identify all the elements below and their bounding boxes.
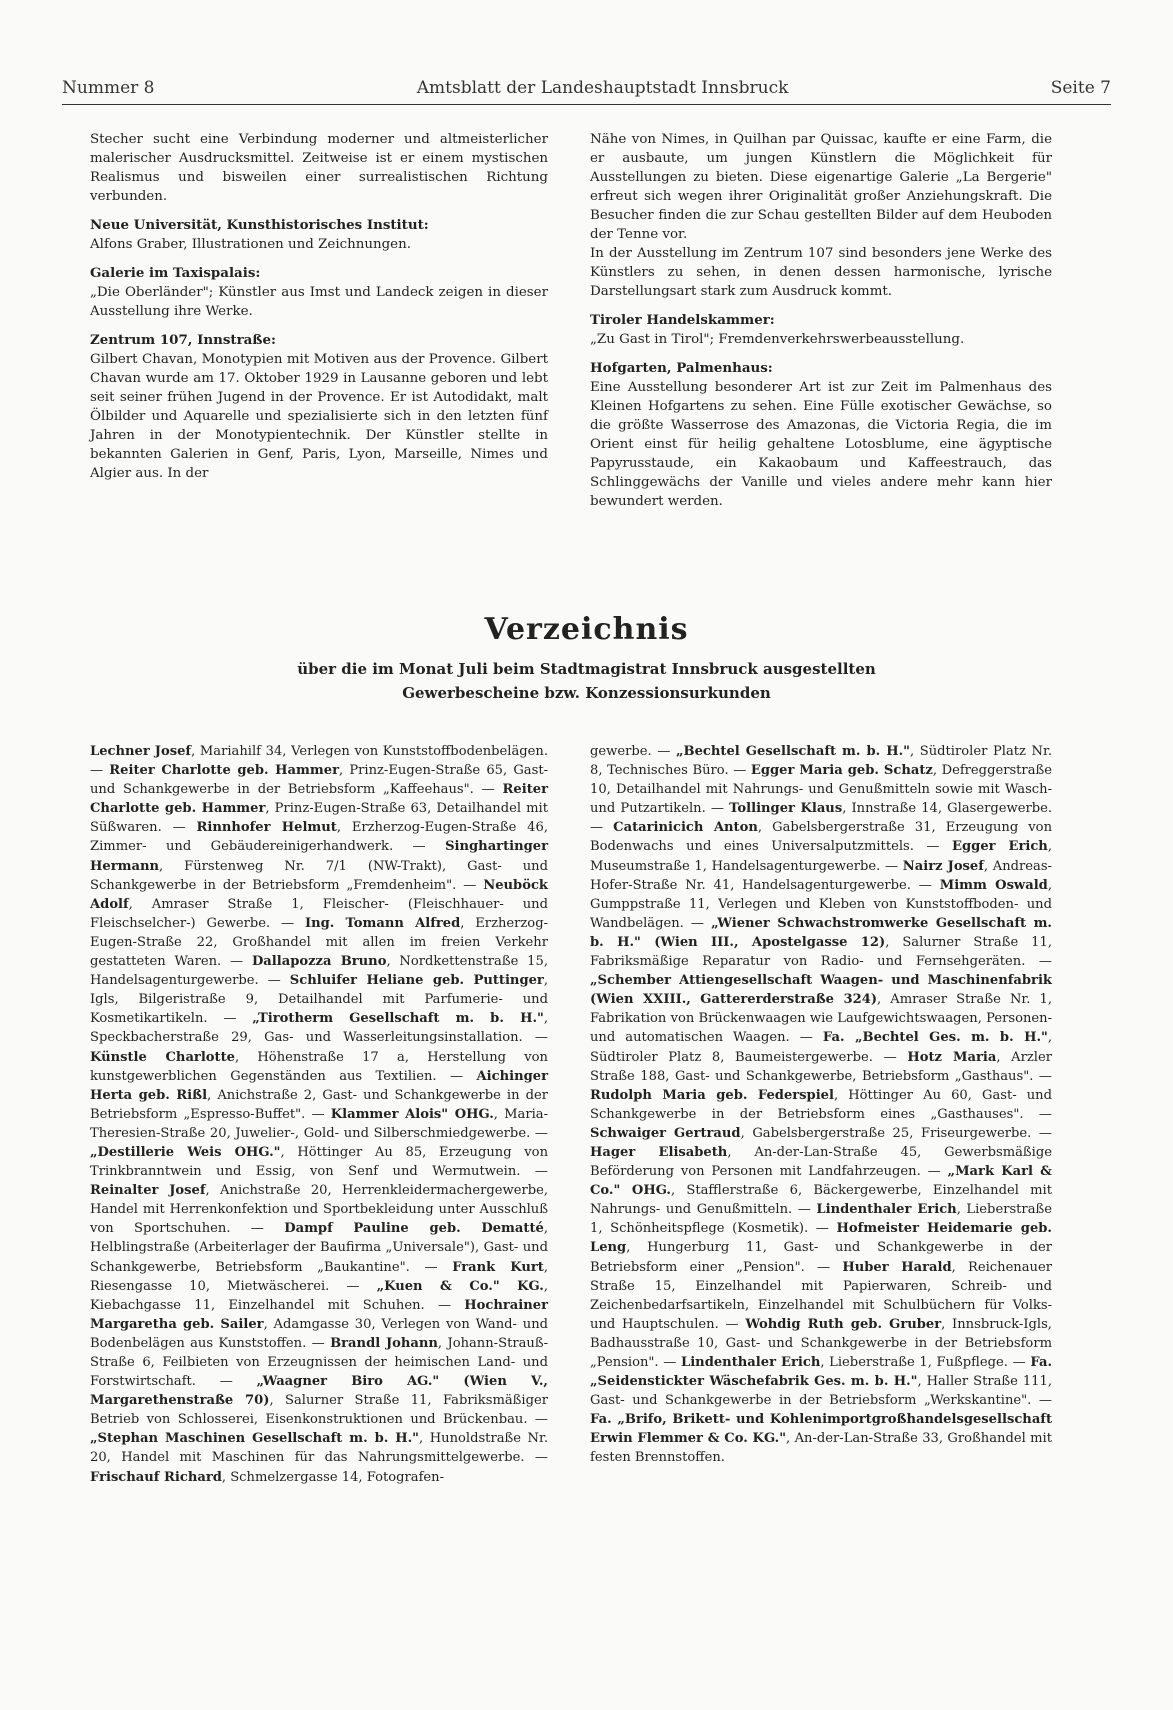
section-title: Neue Universität, Kunsthistorisches Institut: bbox=[90, 217, 429, 233]
license-details: , Adamgasse 30, Verlegen von Wand- und Bodenbelägen aus Kunststoffen. — bbox=[90, 1316, 549, 1351]
license-details: , Höttinger Au 85, Erzeugung von Trinkbranntwein und Essig, von Senf und Wermutwein. — bbox=[90, 1144, 548, 1180]
license-details: , Amraser Straße 1, Fleischer- (Fleischhauer- und Fleischselcher-) Gewerbe. — bbox=[90, 896, 548, 931]
license-details: , Lieberstraße 1, Schönheitspflege (Kosmetik). — bbox=[590, 1202, 1052, 1237]
license-details: , Gabelsbergerstraße 31, Erzeugung von Bodenwachs und eines Universalputzmittels. — bbox=[590, 820, 1052, 855]
upper-left-column bbox=[90, 130, 548, 483]
license-details: , Erzherzog-Eugen-Straße 46, Zimmer- und Gebäudereinigerhandwerk. — bbox=[90, 820, 549, 855]
license-holder: „Bechtel Gesellschaft m. b. H." bbox=[676, 744, 910, 759]
license-holder: „Kuen & Co." KG. bbox=[376, 1278, 544, 1294]
section-body: Gilbert Chavan, Monotypien mit Motiven aus der Provence. Gilbert Chavan wurde am 17. Oktober 1929 in Lausanne geboren und lebt seit seiner frühen Jugend in der Provence. Er ist Autodidakt, malt Ölbilder und Aquarelle und spezialisierte sich in den letzten fünf Jahren in der Monotypientechnik. Der Künstler stellte in bekannten Galerien in Genf, Paris, Lyon, Marseille, Nimes und Algier aus. In der bbox=[90, 352, 548, 481]
list-subtitle-line-1: über die im Monat Juli beim Stadtmagistrat Innsbruck ausgestellten bbox=[297, 660, 876, 678]
page-number: Seite 7 bbox=[1050, 78, 1111, 98]
license-holder: Klammer Alois" OHG. bbox=[330, 1106, 494, 1122]
license-holder: Catarinicich Anton bbox=[613, 820, 758, 836]
license-holder: „Schember Attiengesellschaft Waagen- und Maschinenfabrik (Wien XXIII., Gattererderstraße 324) bbox=[590, 973, 1052, 1008]
publication-title: Amtsblatt der Landeshauptstadt Innsbruck bbox=[416, 78, 789, 98]
license-details: , Johann-Strauß-Straße 6, Feilbieten von Erzeugnissen der heimischen Land- und Forstwirtschaft. — bbox=[90, 1335, 549, 1390]
license-details: , An-der-Lan-Straße 45, Gewerbsmäßige Beförderung von Personen mit Landfahrzeugen. — bbox=[590, 1144, 1052, 1180]
page-header bbox=[62, 78, 1111, 102]
license-details: , Helblingstraße (Arbeiterlager der Baufirma „Universale"), Gast- und Schankgewerbe, Betriebsform „Baukantine". — bbox=[90, 1221, 548, 1275]
section-handelskammer bbox=[590, 311, 1052, 349]
license-details: , Höhenstraße 17 a, Herstellung von kunstgewerblichen Gegenständen aus Textilien. — bbox=[90, 1049, 548, 1084]
section-body: Eine Ausstellung besonderer Art ist zur Zeit im Palmenhaus des Kleinen Hofgartens zu sehen. Eine Fülle exotischer Gewächse, so die größte Wasserrose des Amazonas, die Victoria Regia, die im Orient einst für heilig gehaltene Lotosblume, eine ägyptische Papyrusstaude, ein Kakaobaum und Kaffeestrauch, das Schlinggewächs der Vanille und vieles andere mehr kann hier bewundert werden. bbox=[590, 380, 1052, 509]
license-holder: Fa. „Seidenstickter Wäschefabrik Ges. m. b. H." bbox=[590, 1355, 1052, 1390]
license-holder: „Waagner Biro AG." (Wien V., Margarethenstraße 70) bbox=[90, 1374, 548, 1409]
license-holder: Hochrainer Margaretha geb. Sailer bbox=[90, 1297, 548, 1332]
license-holder: Rinnhofer Helmut bbox=[196, 820, 337, 836]
section-taxispalais bbox=[90, 264, 548, 321]
license-details: , Igls, Bilgeristraße 9, Detailhandel mit Parfumerie- und Kosmetikartikeln. — bbox=[90, 973, 549, 1027]
license-details: , Museumstraße 1, Handelsagenturgewerbe. — bbox=[590, 839, 1052, 874]
license-list-left-paragraph bbox=[90, 742, 548, 1487]
license-holder: „Tirotherm Gesellschaft m. b. H." bbox=[252, 1011, 544, 1027]
license-holder: Mimm Oswald bbox=[939, 877, 1048, 893]
license-holder: „Destillerie Weis OHG." bbox=[90, 1144, 281, 1160]
license-list-left bbox=[90, 742, 548, 1487]
license-holder: Lindenthaler Erich bbox=[681, 1355, 821, 1370]
license-details: , Innstraße 14, Glasergewerbe. — bbox=[590, 801, 1052, 836]
section-title: Tiroler Handelskammer: bbox=[590, 312, 775, 328]
license-holder: Dallapozza Bruno bbox=[251, 954, 387, 970]
license-details: , Anichstraße 2, Gast- und Schankgewerbe in der Betriebsform „Espresso-Buffet". — bbox=[90, 1087, 548, 1122]
license-details: , Salurner Straße 11, Fabriksmäßiger Betrieb von Schlosserei, Eisenkonstruktionen und Brückenbau. — bbox=[90, 1393, 548, 1428]
license-details: , Prinz-Eugen-Straße 63, Detailhandel mit Süßwaren. — bbox=[90, 801, 548, 836]
license-details: , Südtiroler Platz 8, Baumeistergewerbe. — bbox=[590, 1030, 1052, 1065]
license-details: , Schmelzergasse 14, Fotografen- bbox=[221, 1469, 445, 1485]
section-hofgarten bbox=[590, 359, 1052, 511]
license-holder: Huber Harald bbox=[842, 1259, 952, 1275]
issue-number: Nummer 8 bbox=[62, 78, 155, 98]
list-title: Verzeichnis bbox=[484, 612, 689, 647]
license-holder: Schluifer Heliane geb. Puttinger bbox=[289, 973, 544, 989]
license-holder: Frischauf Richard bbox=[90, 1469, 222, 1485]
license-holder: Brandl Johann bbox=[330, 1335, 438, 1351]
license-details: , Fürstenweg Nr. 7/1 (NW-Trakt), Gast- und Schankgewerbe in der Betriebsform „Fremdenheim". — bbox=[90, 858, 548, 893]
license-details: , Prinz-Eugen-Straße 65, Gast- und Schankgewerbe in der Betriebsform „Kaffeehaus". — bbox=[90, 763, 548, 798]
license-holder: Hager Elisabeth bbox=[590, 1144, 728, 1160]
license-details: , Innsbruck-Igls, Badhausstraße 10, Gast- und Schankgewerbe in der Betriebsform „Pension". — bbox=[590, 1316, 1052, 1370]
intro-paragraph-2: In der Ausstellung im Zentrum 107 sind besonders jene Werke des Künstlers zu sehen, in denen dessen harmonische, lyrische Darstellungsart stark zum Ausdruck kommt. bbox=[590, 246, 1052, 299]
license-details: , Höttinger Au 60, Gast- und Schankgewerbe in der Betriebsform eines „Gasthauses". — bbox=[590, 1087, 1052, 1122]
license-holder: Rudolph Maria geb. Federspiel bbox=[590, 1087, 834, 1103]
license-holder: „Stephan Maschinen Gesellschaft m. b. H." bbox=[90, 1431, 420, 1447]
license-details: , Erzherzog-Eugen-Straße 22, Großhandel mit allen im freien Verkehr gestatteten Waren. — bbox=[90, 915, 548, 970]
license-holder: Wohdig Ruth geb. Gruber bbox=[745, 1316, 942, 1332]
license-details: , Südtiroler Platz Nr. 8, Technisches Büro. — bbox=[590, 744, 1052, 779]
intro-paragraph: Stecher sucht eine Verbindung moderner und altmeisterlicher malerischer Ausdrucksmittel. Zeitweise ist er einem mystischen Realismus und bisweilen einer surrealistischen Richtung verbunden. bbox=[90, 132, 548, 204]
license-holder: Reiter Charlotte geb. Hammer bbox=[90, 782, 548, 817]
license-details: , An-der-Lan-Straße 33, Großhandel mit festen Brennstoffen. bbox=[590, 1431, 1052, 1466]
license-holder: Hotz Maria bbox=[907, 1049, 997, 1065]
intro-paragraph: Nähe von Nimes, in Quilhan par Quissac, kaufte er eine Farm, die er ausbaute, um jungen Künstlern die Möglichkeit für Ausstellungen zu bieten. Diese eigenartige Galerie „La Bergerie" erfreut sich wegen ihrer Originalität großer Anziehungskraft. Die Besucher finden die zur Schau gestellten Bilder auf dem Heuboden der Tenne vor. bbox=[590, 132, 1052, 242]
license-holder: Reiter Charlotte geb. Hammer bbox=[109, 763, 339, 779]
license-holder: „Mark Karl & Co." OHG. bbox=[590, 1164, 1053, 1199]
license-details: , Speckbacherstraße 29, Gas- und Wasserleitungsinstallation. — bbox=[90, 1011, 548, 1046]
section-body: Alfons Graber, Illustrationen und Zeichnungen. bbox=[90, 237, 411, 252]
license-list-right-paragraph bbox=[590, 742, 1052, 1468]
license-holder: Singhartinger Hermann bbox=[90, 839, 548, 874]
license-details: , Lieberstraße 1, Fußpflege. — bbox=[820, 1355, 1031, 1370]
section-title: Zentrum 107, Innstraße: bbox=[90, 332, 276, 348]
license-details: , Salurner Straße 11, Fabriksmäßige Reparatur von Radio- und Fernsehgeräten. — bbox=[590, 934, 1052, 970]
license-details: , Riesengasse 10, Mietwäscherei. — bbox=[90, 1259, 548, 1294]
license-details: , Gabelsbergerstraße 25, Friseurgewerbe. — bbox=[740, 1125, 1053, 1141]
license-holder: „Wiener Schwachstromwerke Gesellschaft m. b. H." (Wien III., Apostelgasse 12) bbox=[590, 915, 1052, 950]
license-details: , Reichenauer Straße 15, Einzelhandel mit Papierwaren, Schreib- und Zeichenbedarfsartikeln, Einzelhandel mit Schulbüchern für Volks- und Hauptschulen. — bbox=[590, 1259, 1052, 1332]
license-holder: Ing. Tomann Alfred bbox=[304, 915, 461, 931]
license-holder: Aichinger Herta geb. Rißl bbox=[90, 1068, 548, 1103]
license-holder: Fa. „Bechtel Ges. m. b. H." bbox=[822, 1030, 1048, 1046]
license-details: , Maria-Theresien-Straße 20, Juwelier-, Gold- und Silberschmiedgewerbe. — bbox=[90, 1106, 549, 1141]
license-details: , Amraser Straße Nr. 1, Fabrikation von Brückenwaagen wie Laufgewichtswaagen, Personen- und automatischen Waagen. — bbox=[590, 992, 1052, 1046]
section-title: Hofgarten, Palmenhaus: bbox=[590, 360, 773, 376]
license-holder: Neuböck Adolf bbox=[90, 877, 548, 912]
license-details: , Hunoldstraße Nr. 20, Handel mit Maschinen für das Nahrungsmittelgewerbe. — bbox=[90, 1431, 548, 1466]
license-details: , Mariahilf 34, Verlegen von Kunststoffbodenbelägen. — bbox=[90, 744, 548, 779]
license-holder: Hofmeister Heidemarie geb. Leng bbox=[590, 1221, 1052, 1256]
license-details: , Hungerburg 11, Gast- und Schankgewerbe in der Betriebsform einer „Pension". — bbox=[590, 1240, 1052, 1275]
license-holder: Künstle Charlotte bbox=[90, 1049, 235, 1065]
license-details: , Haller Straße 111, Gast- und Schankgewerbe in der Betriebsform „Werkskantine". — bbox=[590, 1374, 1052, 1409]
section-body: „Die Oberländer"; Künstler aus Imst und Landeck zeigen in dieser Ausstellung ihre Werke. bbox=[90, 285, 548, 319]
section-body: „Zu Gast in Tirol"; Fremdenverkehrswerbeausstellung. bbox=[590, 332, 965, 347]
license-holder: Fa. „Brifo, Brikett- und Kohlenimportgroßhandelsgesellschaft Erwin Flemmer & Co. KG." bbox=[590, 1412, 1052, 1447]
license-details: , Nordkettenstraße 15, Handelsagenturgewerbe. — bbox=[90, 954, 548, 989]
license-details: , Kiebachgasse 11, Einzelhandel mit Schuhen. — bbox=[90, 1278, 548, 1313]
license-holder: Lechner Josef bbox=[90, 744, 192, 759]
license-details: gewerbe. — bbox=[590, 744, 676, 759]
license-list-right bbox=[590, 742, 1052, 1468]
license-details: , Gumppstraße 11, Verlegen und Kleben von Kunststoffboden- und Wandbelägen. — bbox=[590, 877, 1052, 931]
license-holder: Nairz Josef bbox=[902, 858, 984, 874]
license-details: , Stafflerstraße 6, Bäckergewerbe, Einzelhandel mit Nahrungs- und Genußmitteln. — bbox=[590, 1183, 1052, 1218]
license-details: , Andreas-Hofer-Straße Nr. 41, Handelsagenturgewerbe. — bbox=[590, 858, 1052, 893]
license-holder: Dampf Pauline geb. Dematté bbox=[284, 1221, 544, 1237]
license-details: , Defreggerstraße 10, Detailhandel mit Nahrungs- und Genußmitteln sowie mit Wasch- und Putzartikeln. — bbox=[590, 763, 1052, 817]
section-university bbox=[90, 216, 548, 254]
license-holder: Tollinger Klaus bbox=[729, 801, 843, 817]
upper-right-column bbox=[590, 130, 1052, 511]
license-holder: Reinalter Josef bbox=[90, 1183, 206, 1199]
license-details: , Anichstraße 20, Herrenkleidermachergewerbe, Handel mit Herrenkonfektion und Sportbekleidung unter Ausschluß von Sportschuhen. — bbox=[90, 1183, 548, 1237]
license-details: , Arzler Straße 188, Gast- und Schankgewerbe, Betriebsform „Gasthaus". — bbox=[590, 1049, 1052, 1084]
header-rule bbox=[62, 104, 1111, 105]
license-holder: Egger Erich bbox=[952, 839, 1048, 855]
section-zentrum-107 bbox=[90, 331, 548, 483]
list-subtitle-line-2: Gewerbescheine bzw. Konzessionsurkunden bbox=[402, 684, 771, 702]
license-holder: Egger Maria geb. Schatz bbox=[750, 763, 933, 779]
section-title: Galerie im Taxispalais: bbox=[90, 265, 261, 281]
license-holder: Frank Kurt bbox=[452, 1259, 544, 1275]
list-title-block bbox=[62, 612, 1111, 705]
license-holder: Lindenthaler Erich bbox=[816, 1202, 957, 1218]
license-holder: Schwaiger Gertraud bbox=[590, 1125, 741, 1141]
